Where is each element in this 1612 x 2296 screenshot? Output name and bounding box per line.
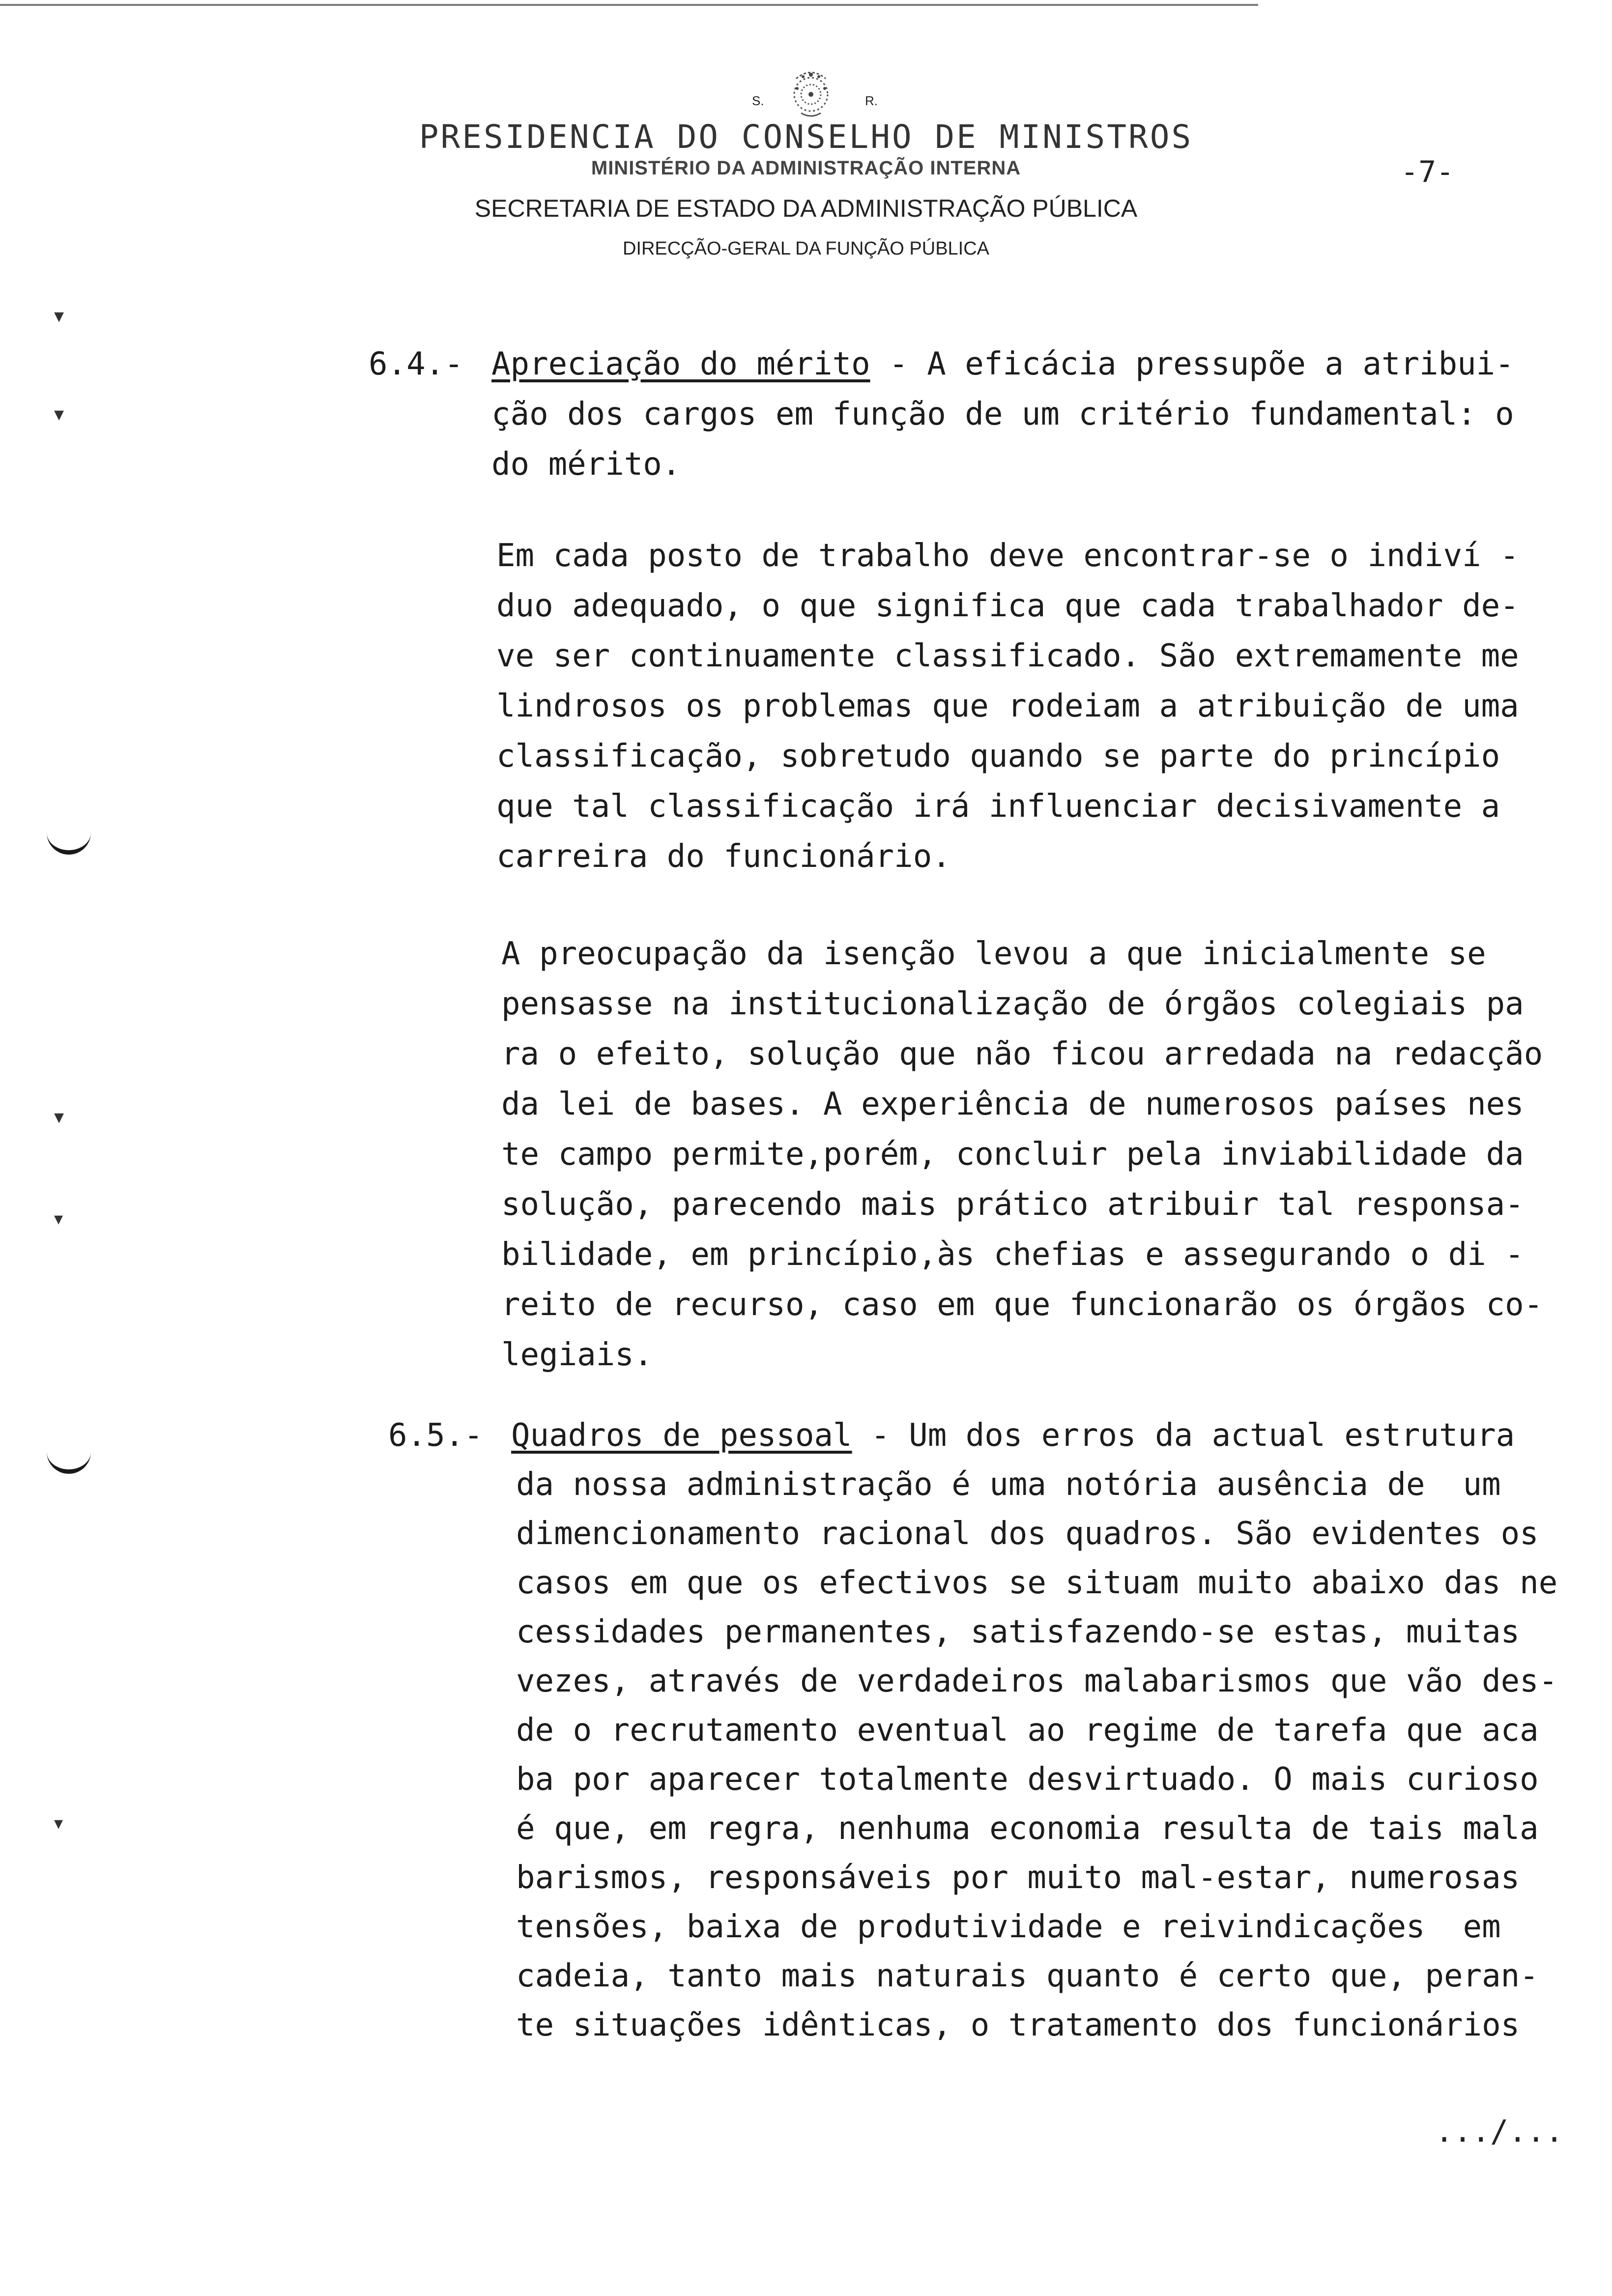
page-number: -7-	[1401, 155, 1454, 189]
letterhead-ministerio: MINISTÉRIO DA ADMINISTRAÇÃO INTERNA	[591, 157, 1021, 179]
seal-letter-right: R.	[865, 93, 878, 108]
section-6-4	[369, 339, 1597, 1371]
section-first-line	[491, 339, 1514, 389]
republic-seal-icon	[767, 64, 855, 123]
paragraph-line: cessidades permanentes, satisfazendo-se estas, muitas	[516, 1614, 1520, 1650]
paragraph-line: A preocupação da isenção levou a que inicialmente se	[501, 936, 1486, 972]
paragraph-line: - A eficácia pressupõe a atribui-	[870, 346, 1514, 382]
letterhead-presidencia: PRESIDENCIA DO CONSELHO DE MINISTROS	[419, 118, 1193, 156]
section-heading: Quadros de pessoal	[511, 1417, 852, 1454]
paragraph-line: é que, em regra, nenhuma economia resulta de tais mala	[516, 1810, 1539, 1847]
paragraph-line: ra o efeito, solução que não ficou arredada na redacção	[501, 1036, 1543, 1072]
paragraph-line: te situações idênticas, o tratamento dos funcionários	[516, 2007, 1520, 2043]
paragraph-line: te campo permite,porém, concluir pela inviabilidade da	[501, 1136, 1524, 1173]
letterhead-secretaria: SECRETARIA DE ESTADO DA ADMINISTRAÇÃO PÚBLICA	[474, 195, 1138, 222]
paragraph-line: bilidade, em princípio,às chefias e assegurando o di -	[501, 1236, 1524, 1273]
paragraph-line: de o recrutamento eventual ao regime de tarefa que aca	[516, 1712, 1539, 1749]
paragraph-line: Em cada posto de trabalho deve encontrar-se o indiví -	[496, 538, 1519, 574]
margin-speck-icon: ▾	[54, 305, 64, 327]
punch-hole-mark	[47, 831, 91, 855]
paragraph-line: pensasse na institucionalização de órgãos colegiais pa	[501, 986, 1524, 1022]
paragraph-line: que tal classificação irá influenciar decisivamente a	[496, 788, 1500, 825]
paragraph-line: tensões, baixa de produtividade e reivindicações em	[516, 1909, 1501, 1945]
paragraph-line: ção dos cargos em função de um critério fundamental: o	[491, 396, 1514, 432]
paragraph-line: cadeia, tanto mais naturais quanto é certo que, peran-	[516, 1958, 1539, 1994]
section-heading: Apreciação do mérito	[491, 346, 870, 382]
paragraph-line: reito de recurso, caso em que funcionarão os órgãos co-	[501, 1287, 1543, 1323]
paragraph-line: barismos, responsáveis por muito mal-estar, numerosas	[516, 1860, 1520, 1896]
paragraph-line: - Um dos erros da actual estrutura	[852, 1417, 1515, 1454]
margin-speck-icon: ▾	[54, 1209, 63, 1229]
paragraph-line: ba por aparecer totalmente desvirtuado. O mais curioso	[516, 1761, 1539, 1798]
margin-speck-icon: ▾	[54, 403, 64, 426]
paragraph-line: legiais.	[501, 1337, 653, 1373]
punch-hole-mark	[47, 1450, 91, 1474]
section-6-5	[388, 1410, 1597, 2098]
paragraph-line: vezes, através de verdadeiros malabarismos que vão des-	[516, 1663, 1558, 1699]
section-number: 6.4.-	[369, 346, 463, 382]
paragraph-line: da nossa administração é uma notória ausência de um	[516, 1466, 1501, 1503]
seal-letter-left: S.	[752, 93, 764, 108]
continuation-marker: .../...	[1435, 2113, 1564, 2149]
paragraph-line: carreira do funcionário.	[496, 838, 951, 875]
section-number: 6.5.-	[388, 1417, 483, 1454]
margin-speck-icon: ▾	[54, 1106, 64, 1128]
paragraph-line: casos em que os efectivos se situam muito abaixo das ne	[516, 1565, 1558, 1601]
top-border-line	[0, 4, 1258, 6]
letterhead	[0, 118, 1612, 275]
paragraph-line: do mérito.	[491, 446, 681, 483]
paragraph-line: ve ser continuamente classificado. São extremamente me	[496, 638, 1519, 674]
letterhead-direccao: DIRECÇÃO-GERAL DA FUNÇÃO PÚBLICA	[622, 238, 990, 259]
margin-speck-icon: ▾	[54, 1813, 63, 1834]
paragraph-line: duo adequado, o que significa que cada trabalhador de-	[496, 588, 1519, 624]
section-first-line	[511, 1410, 1515, 1461]
paragraph-line: dimencionamento racional dos quadros. São evidentes os	[516, 1516, 1539, 1552]
paragraph-line: da lei de bases. A experiência de numerosos países nes	[501, 1086, 1524, 1122]
paragraph-line: classificação, sobretudo quando se parte do princípio	[496, 738, 1500, 775]
paragraph-line: solução, parecendo mais prático atribuir tal responsa-	[501, 1186, 1524, 1223]
paragraph-line: lindrosos os problemas que rodeiam a atribuição de uma	[496, 688, 1519, 724]
